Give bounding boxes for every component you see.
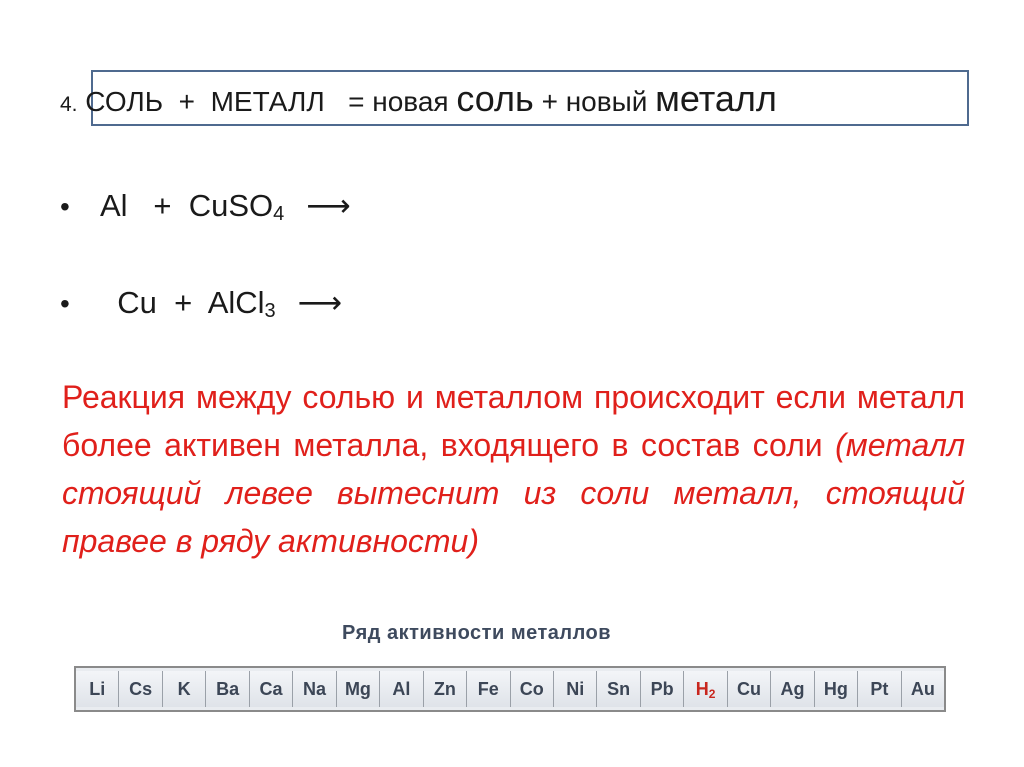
reaction-rule-text: Реакция между солью и металлом происходит если металл более активен металла, входящего в состав соли: [62, 379, 965, 463]
element-symbol: Mg: [344, 678, 371, 699]
element-cell-fe: [467, 671, 510, 707]
arrow-icon: ⟶: [306, 188, 351, 223]
heading-number: 4.: [60, 93, 78, 116]
equation-2-subscript: 3: [264, 300, 276, 322]
equation-2-left: Cu + AlCl: [100, 285, 265, 320]
reaction-rule-italic: (металл стоящий левее вытеснит из соли металл, стоящий правее в ряду активности): [62, 427, 965, 559]
element-cell-h: [684, 671, 727, 707]
element-symbol: Ni: [566, 678, 585, 699]
element-symbol: Na: [302, 678, 326, 699]
activity-series-row: [74, 666, 946, 712]
element-cell-li: [76, 671, 119, 707]
element-cell-sn: [597, 671, 640, 707]
element-cell-k: [163, 671, 206, 707]
equation-1: [60, 186, 351, 230]
element-cell-hg: [815, 671, 858, 707]
element-cell-ni: [554, 671, 597, 707]
bullet-icon: •: [60, 191, 70, 222]
element-cell-al: [380, 671, 423, 707]
element-cell-au: [902, 671, 944, 707]
element-symbol: Cs: [129, 678, 153, 699]
element-cell-zn: [424, 671, 467, 707]
element-symbol: Zn: [433, 678, 456, 699]
heading-part1: СОЛЬ + МЕТАЛЛ = новая: [77, 86, 457, 117]
element-cell-ca: [250, 671, 293, 707]
element-cell-pt: [858, 671, 901, 707]
element-symbol: Al: [392, 678, 411, 699]
element-symbol: Li: [89, 678, 106, 699]
heading: [60, 76, 777, 122]
element-symbol: Pt: [870, 678, 889, 699]
reaction-rule: [62, 373, 965, 565]
activity-series: [74, 612, 949, 712]
heading-part2: + новый: [533, 86, 656, 117]
hydrogen-subscript: 2: [708, 687, 716, 701]
element-symbol: Ag: [780, 678, 805, 699]
element-cell-ag: [771, 671, 814, 707]
equation-1-left: Al + CuSO: [100, 188, 274, 223]
heading-salt: соль: [456, 78, 534, 119]
element-symbol: Hg: [823, 678, 848, 699]
element-symbol: Cu: [737, 678, 762, 699]
element-symbol: K: [177, 678, 191, 699]
element-symbol: Co: [519, 678, 544, 699]
heading-metal: металл: [655, 78, 777, 119]
element-symbol: H: [695, 678, 709, 699]
element-cell-cs: [119, 671, 162, 707]
arrow-icon: ⟶: [297, 285, 343, 320]
equation-1-subscript: 4: [273, 203, 285, 225]
element-cell-cu: [728, 671, 771, 707]
element-cell-ba: [206, 671, 249, 707]
element-symbol: Ca: [259, 678, 283, 699]
element-symbol: Sn: [607, 678, 631, 699]
element-cell-mg: [337, 671, 380, 707]
element-symbol: Fe: [477, 678, 499, 699]
equation-2: [60, 283, 342, 327]
element-cell-na: [293, 671, 336, 707]
activity-series-title: Ряд активности металлов: [342, 622, 612, 644]
element-symbol: Pb: [650, 678, 674, 699]
element-cell-pb: [641, 671, 684, 707]
bullet-icon: •: [60, 288, 70, 319]
element-symbol: Au: [910, 678, 935, 699]
element-cell-co: [511, 671, 554, 707]
element-symbol: Ba: [216, 678, 240, 699]
